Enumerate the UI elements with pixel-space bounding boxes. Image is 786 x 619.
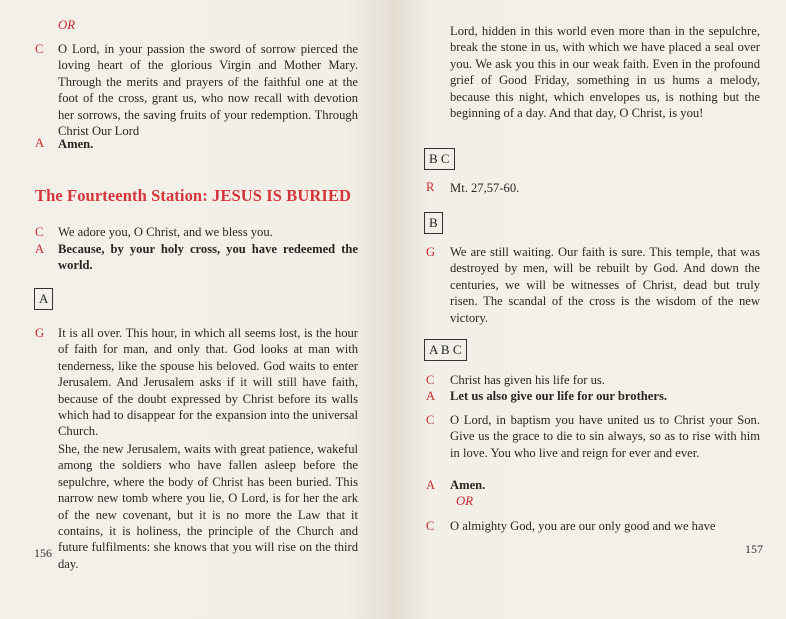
celebrant-label: C [426,519,435,533]
prayer-text: O almighty God, you are our only good and we have [450,519,716,533]
celebrant-label: C [426,373,435,387]
assembly-label: A [35,242,45,256]
assembly-label: A [426,478,436,492]
meditation-text: It is all over. This hour, in which all seems lost, is the hour of faith for man, and only that. God looks at man with tenderness, like the spouse his beloved. God waits to enter Jerusalem. And Jerusalem asks if it will still have faith, because of the doubt expressed by Christ before its walls which had to disappear for the expansion into the universal Church. [58,326,358,439]
reading-label: R [426,180,435,194]
reader-box-a: A [34,288,53,310]
left-page [0,0,392,619]
guide-label: G [426,245,436,259]
response-text: Let us also give our life for our brothers. [450,389,668,403]
reader-box-bc: B C [424,148,455,170]
prayer-text: O Lord, in baptism you have united us to Christ your Son. Give us the grace to die to sin always, so as to rise with him in love. You who live and reign for ever and ever. [450,413,760,460]
meditation-text: We are still waiting. Our faith is sure. This temple, that was destroyed by men, will be rebuilt by God. And down the centuries, we will be witnesses of Christ, dead but truly risen. The scandal of the cross is the wisdom of the new victory. [450,245,760,325]
prayer-text: Lord, hidden in this world even more than in the sepulchre, break the stone in us, with which we have placed a seal over you. We ask you this in our weak faith. Even in the profound grief of Good Friday, something in us hums a melody, because this night, which envelopes us, is nothing but the beginning of a day. And that day, O Christ, is you! [450,24,760,121]
celebrant-label: C [35,42,44,56]
reader-box-b: B [424,212,443,234]
celebrant-label: C [35,225,44,239]
right-page [392,0,786,619]
versicle-text: Christ has given his life for us. [450,373,605,387]
amen-text: Amen. [58,137,94,151]
versicle-text: We adore you, O Christ, and we bless you. [58,225,273,239]
or-label: OR [456,494,474,508]
or-label: OR [58,18,76,32]
reader-box-abc: A B C [424,339,467,361]
station-title: The Fourteenth Station: JESUS IS BURIED [35,186,352,205]
page-number: 157 [745,542,763,556]
prayer-text: O Lord, in your passion the sword of sorrow pierced the loving heart of the glorious Virgin and Mother Mary. Through the merits and prayers of the faithful one at the foot of the cross, grant us, who now recall with devotion her sorrows, the saving fruits of your redemption. Through Christ Our Lord [58,42,358,139]
response-text: Because, by your holy cross, you have redeemed the world. [58,242,358,273]
scripture-reference: Mt. 27,57-60. [450,181,520,195]
assembly-label: A [35,136,45,150]
page-number: 156 [34,546,52,560]
amen-text: Amen. [450,478,486,492]
meditation-text-2: She, the new Jerusalem, waits with great patience, wakeful among the soldiers who have fallen asleep before the sepulchre, where the body of Christ has been buried. This narrow new tomb where you lie, O Lord, is for her the ark of the new covenant, but it is no more the Law that it contains, it is holiness, the principle of the Church and future fulfilments: she knows that you will rise on the third day. [58,442,358,571]
assembly-label: A [426,389,436,403]
celebrant-label: C [426,413,435,427]
guide-label: G [35,326,45,340]
